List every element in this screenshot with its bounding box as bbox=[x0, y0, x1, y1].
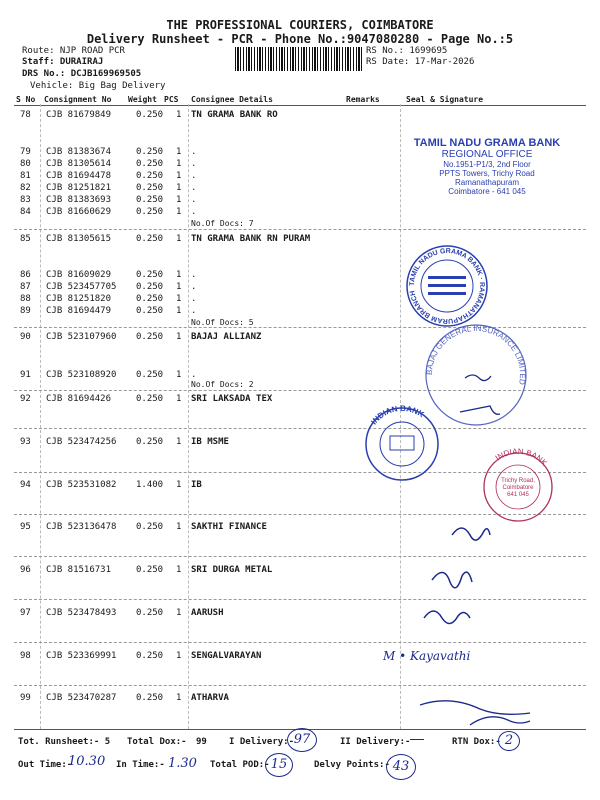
row-pcs: 1 bbox=[176, 370, 182, 380]
col-consignment: Consignment No bbox=[44, 95, 112, 104]
row-consignment: CJB 523478493 bbox=[46, 608, 117, 618]
row-sno: 93 bbox=[20, 437, 31, 447]
row-weight: 0.250 bbox=[136, 522, 164, 532]
stamp-line: Coimbatore bbox=[502, 485, 534, 491]
row-sno: 91 bbox=[20, 370, 31, 380]
row-consignment: CJB 81694426 bbox=[46, 394, 112, 404]
row-weight: 0.250 bbox=[136, 437, 164, 447]
total-pod-value: 15 bbox=[265, 753, 293, 777]
row-pcs: 1 bbox=[176, 159, 182, 169]
row-consignee: . bbox=[191, 294, 197, 304]
stamp-line: No.1951-P1/3, 2nd Floor bbox=[443, 160, 531, 169]
row-sno: 94 bbox=[20, 480, 31, 490]
rtn-dox-label: RTN Dox:- bbox=[452, 737, 501, 747]
ii-delivery-label: II Delivery:- bbox=[340, 737, 411, 747]
col-consignee: Consignee Details bbox=[191, 95, 273, 104]
row-consignment: CJB 81383674 bbox=[46, 147, 112, 157]
docs-count: No.Of Docs: 2 bbox=[191, 380, 254, 389]
row-sno: 81 bbox=[20, 171, 31, 181]
row-weight: 0.250 bbox=[136, 110, 164, 120]
row-consignee: ATHARVA bbox=[191, 693, 229, 703]
stamp-line: REGIONAL OFFICE bbox=[441, 149, 533, 160]
row-consignee: SENGALVARAYAN bbox=[191, 651, 262, 661]
row-consignee: . bbox=[191, 207, 197, 217]
row-sno: 90 bbox=[20, 332, 31, 342]
row-pcs: 1 bbox=[176, 183, 182, 193]
row-weight: 1.400 bbox=[136, 480, 164, 490]
row-sno: 96 bbox=[20, 565, 31, 575]
total-dox-label: Total Dox:- bbox=[127, 737, 187, 747]
row-consignment: CJB 523136478 bbox=[46, 522, 117, 532]
row-weight: 0.250 bbox=[136, 306, 164, 316]
row-pcs: 1 bbox=[176, 110, 182, 120]
route-info: Route: NJP ROAD PCR bbox=[22, 46, 125, 56]
signature bbox=[420, 701, 530, 715]
row-consignee: . bbox=[191, 282, 197, 292]
row-sno: 87 bbox=[20, 282, 31, 292]
row-sno: 82 bbox=[20, 183, 31, 193]
row-consignee: TN GRAMA BANK RO bbox=[191, 110, 278, 120]
company-name: THE PROFESSIONAL COURIERS, COIMBATORE bbox=[166, 18, 434, 32]
row-weight: 0.250 bbox=[136, 332, 164, 342]
row-pcs: 1 bbox=[176, 171, 182, 181]
row-consignee: . bbox=[191, 147, 197, 157]
row-sno: 95 bbox=[20, 522, 31, 532]
row-consignee: . bbox=[191, 306, 197, 316]
row-pcs: 1 bbox=[176, 394, 182, 404]
row-sno: 83 bbox=[20, 195, 31, 205]
row-consignment: CJB 81251820 bbox=[46, 294, 112, 304]
docs-count: No.Of Docs: 5 bbox=[191, 318, 254, 327]
row-weight: 0.250 bbox=[136, 270, 164, 280]
row-consignment: CJB 523107960 bbox=[46, 332, 117, 342]
drs-number: DRS No.: DCJB169969505 bbox=[22, 69, 142, 79]
row-pcs: 1 bbox=[176, 565, 182, 575]
row-consignee: IB bbox=[191, 480, 202, 490]
row-weight: 0.250 bbox=[136, 171, 164, 181]
row-consignment: CJB 523474256 bbox=[46, 437, 117, 447]
row-pcs: 1 bbox=[176, 282, 182, 292]
tot-runsheet: Tot. Runsheet:- 5 bbox=[18, 737, 111, 747]
grama-branch-round-stamp bbox=[407, 246, 487, 326]
row-weight: 0.250 bbox=[136, 565, 164, 575]
stamp-line: TAMIL NADU GRAMA BANK bbox=[413, 137, 561, 149]
row-pcs: 1 bbox=[176, 207, 182, 217]
row-consignment: CJB 81516731 bbox=[46, 565, 112, 575]
row-consignment: CJB 81383693 bbox=[46, 195, 112, 205]
signature bbox=[432, 572, 472, 588]
in-time-value: 1.30 bbox=[168, 756, 197, 771]
row-consignee: SRI LAKSADA TEX bbox=[191, 394, 273, 404]
row-weight: 0.250 bbox=[136, 183, 164, 193]
row-sno: 80 bbox=[20, 159, 31, 169]
row-consignment: CJB 81305615 bbox=[46, 234, 112, 244]
indian-bank-stamp-2 bbox=[484, 447, 552, 521]
ring-text: TAMIL NADU GRAMA BANK · RAMANATHAPURAM BRANCH bbox=[408, 247, 486, 325]
row-consignment: CJB 523470287 bbox=[46, 693, 117, 703]
stamp-line: Coimbatore - 641 045 bbox=[448, 187, 526, 196]
stamp-line: Trichy Road, bbox=[501, 478, 535, 484]
svg-text:INDIAN BANK bbox=[369, 404, 425, 426]
row-consignment: CJB 523457705 bbox=[46, 282, 117, 292]
row-sno: 88 bbox=[20, 294, 31, 304]
row-weight: 0.250 bbox=[136, 693, 164, 703]
row-consignee: . bbox=[191, 183, 197, 193]
total-dox-value: 99 bbox=[196, 737, 207, 747]
row-consignee: SRI DURGA METAL bbox=[191, 565, 273, 575]
row-consignment: CJB 81251821 bbox=[46, 183, 112, 193]
signature bbox=[452, 528, 490, 540]
signature bbox=[424, 611, 470, 624]
out-time-label: Out Time:- bbox=[18, 760, 73, 770]
row-pcs: 1 bbox=[176, 294, 182, 304]
signature bbox=[465, 375, 491, 381]
row-pcs: 1 bbox=[176, 437, 182, 447]
runsheet-title: Delivery Runsheet - PCR - Phone No.:9047080280 - Page No.:5 bbox=[86, 32, 514, 46]
rtn-dox-value: 2 bbox=[498, 731, 520, 751]
col-seal: Seal & Signature bbox=[406, 95, 484, 104]
row-weight: 0.250 bbox=[136, 294, 164, 304]
row-consignee: TN GRAMA BANK RN PURAM bbox=[191, 234, 311, 244]
signature bbox=[460, 406, 500, 414]
row-sno: 86 bbox=[20, 270, 31, 280]
out-time-value: 10.30 bbox=[68, 754, 106, 769]
rs-date: RS Date: 17-Mar-2026 bbox=[366, 57, 475, 67]
i-delivery-label: I Delivery:- bbox=[229, 737, 295, 747]
col-sno: S No bbox=[16, 95, 36, 104]
ring-text: INDIAN BANK bbox=[369, 403, 426, 427]
row-weight: 0.250 bbox=[136, 159, 164, 169]
row-consignee: . bbox=[191, 159, 197, 169]
indian-bank-stamp bbox=[366, 404, 438, 480]
row-pcs: 1 bbox=[176, 693, 182, 703]
row-consignment: CJB 81609029 bbox=[46, 270, 112, 280]
row-consignment: CJB 523531082 bbox=[46, 480, 117, 490]
row-weight: 0.250 bbox=[136, 147, 164, 157]
row-sno: 79 bbox=[20, 147, 31, 157]
row-consignment: CJB 523369991 bbox=[46, 651, 117, 661]
row-weight: 0.250 bbox=[136, 394, 164, 404]
row-weight: 0.250 bbox=[136, 651, 164, 661]
row-sno: 99 bbox=[20, 693, 31, 703]
ii-delivery-dash bbox=[410, 739, 424, 740]
row-consignee: AARUSH bbox=[191, 608, 224, 618]
stamp-line: PPTS Towers, Trichy Road bbox=[439, 169, 535, 178]
ring-text: BAJAJ GENERAL INSURANCE LIMITED bbox=[424, 323, 528, 386]
row-sno: 85 bbox=[20, 234, 31, 244]
col-weight: Weight bbox=[128, 95, 157, 104]
row-weight: 0.250 bbox=[136, 370, 164, 380]
row-consignee: IB MSME bbox=[191, 437, 229, 447]
row-consignee: . bbox=[191, 171, 197, 181]
row-consignment: CJB 81694479 bbox=[46, 306, 112, 316]
row-consignment: CJB 81660629 bbox=[46, 207, 112, 217]
row-pcs: 1 bbox=[176, 195, 182, 205]
row-pcs: 1 bbox=[176, 270, 182, 280]
col-pcs: PCS bbox=[164, 95, 179, 104]
row-consignment: CJB 81679849 bbox=[46, 110, 112, 120]
total-pod-label: Total POD:- bbox=[210, 760, 270, 770]
row-sno: 84 bbox=[20, 207, 31, 217]
ring-text: INDIAN BANK bbox=[493, 446, 549, 468]
row-weight: 0.250 bbox=[136, 234, 164, 244]
handwritten-remark: M • Kayavathi bbox=[383, 649, 471, 663]
row-weight: 0.250 bbox=[136, 282, 164, 292]
row-consignment: CJB 81694478 bbox=[46, 171, 112, 181]
rs-number: RS No.: 1699695 bbox=[366, 46, 448, 56]
row-consignee: BAJAJ ALLIANZ bbox=[191, 332, 262, 342]
delvy-points-value: 43 bbox=[386, 754, 416, 780]
i-delivery-value: 97 bbox=[287, 728, 317, 752]
row-sno: 97 bbox=[20, 608, 31, 618]
row-pcs: 1 bbox=[176, 480, 182, 490]
vehicle-info: Vehicle: Big Bag Delivery bbox=[30, 81, 166, 91]
signature bbox=[470, 717, 530, 725]
delvy-points-label: Delvy Points:- bbox=[314, 760, 390, 770]
row-pcs: 1 bbox=[176, 234, 182, 244]
bajaj-stamp bbox=[425, 324, 527, 425]
row-consignee: SAKTHI FINANCE bbox=[191, 522, 267, 532]
row-sno: 89 bbox=[20, 306, 31, 316]
row-sno: 98 bbox=[20, 651, 31, 661]
row-weight: 0.250 bbox=[136, 195, 164, 205]
col-remarks: Remarks bbox=[346, 95, 380, 104]
row-weight: 0.250 bbox=[136, 608, 164, 618]
row-pcs: 1 bbox=[176, 651, 182, 661]
row-sno: 92 bbox=[20, 394, 31, 404]
stamp-line: 641 045 bbox=[507, 492, 529, 498]
row-weight: 0.250 bbox=[136, 207, 164, 217]
row-consignee: . bbox=[191, 270, 197, 280]
docs-count: No.Of Docs: 7 bbox=[191, 219, 254, 228]
row-consignment: CJB 81305614 bbox=[46, 159, 112, 169]
in-time-label: In Time:- bbox=[116, 760, 165, 770]
staff-info: Staff: DURAIRAJ bbox=[22, 57, 104, 67]
row-consignee: . bbox=[191, 195, 197, 205]
row-pcs: 1 bbox=[176, 147, 182, 157]
row-pcs: 1 bbox=[176, 608, 182, 618]
row-sno: 78 bbox=[20, 110, 31, 120]
row-consignee: . bbox=[191, 370, 197, 380]
row-consignment: CJB 523108920 bbox=[46, 370, 117, 380]
row-pcs: 1 bbox=[176, 332, 182, 342]
row-pcs: 1 bbox=[176, 306, 182, 316]
stamp-line: Ramanathapuram bbox=[454, 178, 520, 187]
row-pcs: 1 bbox=[176, 522, 182, 532]
